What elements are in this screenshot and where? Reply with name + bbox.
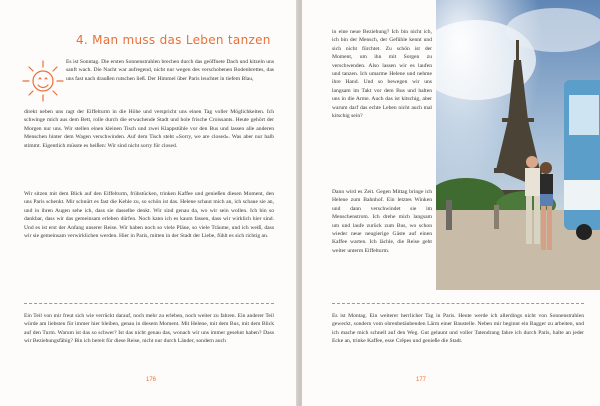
paragraph-right-two: Dann wird es Zeit. Gegen Mittag bringe ich Helene zum Bahnhof. Ein letztes Winken und dann verschwindet sie im Menschenstrom. Ich drehe mich langsam um und laufe zurück zum Bus, wo schon wieder neue neugierige Gäste auf einen Kaffee warten. Ich lächle, die Reise geht weiter unterm Eiffelturm. (332, 189, 432, 254)
paragraph-intro: Es ist Sonntag. Die ersten Sonnenstrahlen brechen durch das geöffnete Dach und kitzeln uns sanft wach. Die Nacht war aufregend, nicht nur wegen des verschobenen Bodenbrettes, das uns fast nach draußen rutschen ließ. Der Himmel über Paris leuchtet in tiefem Blau, (66, 59, 274, 82)
right-page (302, 0, 600, 406)
paragraph-three: Ein Teil von mir freut sich wie verrückt darauf, noch mehr zu erleben, noch weiter zu fahren. Ein anderer Teil würde am liebsten für immer hier bleiben, genau in diesem Moment. Mit Helene, mit dem Bus, mit dem Blick auf den Turm. Warum ist das so schwer? Ist das nicht genau das, wonach wir uns immer gesehnt haben? Dass wir Beziehungsfähig? Bin ich bereit für diese Reise, nicht nur durch Länder, sondern auch (24, 313, 274, 345)
chapter-title: 4. Man muss das Leben tanzen (76, 33, 271, 47)
paragraph-right-one: in eine neue Beziehung? Ich bin nicht ich, ich bin der Mensch, der Gefühle kennt und sich nicht fürchtet. Zu schön ist der Moment, um ihn mit Sorgen zu verschwenden. Also lassen wir es laufen und tanzen. Ich umarme Helene und nehme ihre Hand. Und so bewegen wir uns langsam im Takt vor dem Bus und halten uns in die Arme. Auch das ist kitschig, aber warum darf das echte Leben nicht auch mal kitschig sein? (332, 29, 432, 120)
paragraph-two: Wir sitzen mit dem Blick auf den Eiffelturm, frühstücken, trinken Kaffee und genießen diesen Moment, den uns Paris schenkt. Mir schnürt es fast die Kehle zu, so schön ist das. Helene schaut mich an, ich schaue sie an, und in ihren Augen sehe ich, dass sie dasselbe denkt. Wir sind genau da, wo wir sein wollen. Ich bin so dankbar, dass wir das gemeinsam erleben dürfen. Noch kann ich es kaum fassen, dass wir wirklich hier sind. Und es ist erst der Anfang unserer Reise. Wir haben noch so viele Pläne, so viele Träume, und ich weiß, dass wir sie gemeinsam verwirklichen werden. Hier in Paris, mitten in der Stadt der Liebe, fühlt es sich richtig an. (24, 191, 274, 240)
paragraph-intro-continued: direkt neben uns ragt der Eiffelturm in die Höhe und verspricht uns einen Tag voller Möglichkeiten. Ich schwinge mich aus dem Bett, rolle durch die erwachende Stadt und hole frische Croissants. Heute gehört der Morgen nur uns. Wir stellen einen kleinen Tisch und zwei Klappstühle vor den Bus und lassen alle anderen Menschen hinter dem Wagen verschwinden. Auf dem Tisch steht »Sorry, we are closed«. Was aber nur halb stimmt. Eigentlich müsste es heißen: Wir sind nicht sorry für closed. (24, 109, 274, 149)
section-divider-right (332, 303, 584, 304)
section-divider (24, 303, 274, 304)
paragraph-right-three: Es ist Montag. Ein weiterer herrlicher Tag in Paris. Heute werde ich allerdings nicht von Sonnenstrahlen geweckt, sondern vom ohrenbetäubenden Lärm einer Baustelle. Neben mir beginnt ein Bagger zu arbeiten, und ich mache mich schnell auf den Weg. Gut gelaunt und voller Tatendrang fahre ich durch Paris, halte an jeder Ecke an, trinke Kaffee, esse Crêpes und genieße die Stadt. (332, 313, 584, 345)
sun-doodle-icon (20, 55, 66, 105)
left-page (0, 0, 298, 406)
eiffel-tower-couple-photo (436, 0, 600, 290)
page-number-left: 176 (146, 377, 157, 383)
page-number-right: 177 (416, 377, 427, 383)
